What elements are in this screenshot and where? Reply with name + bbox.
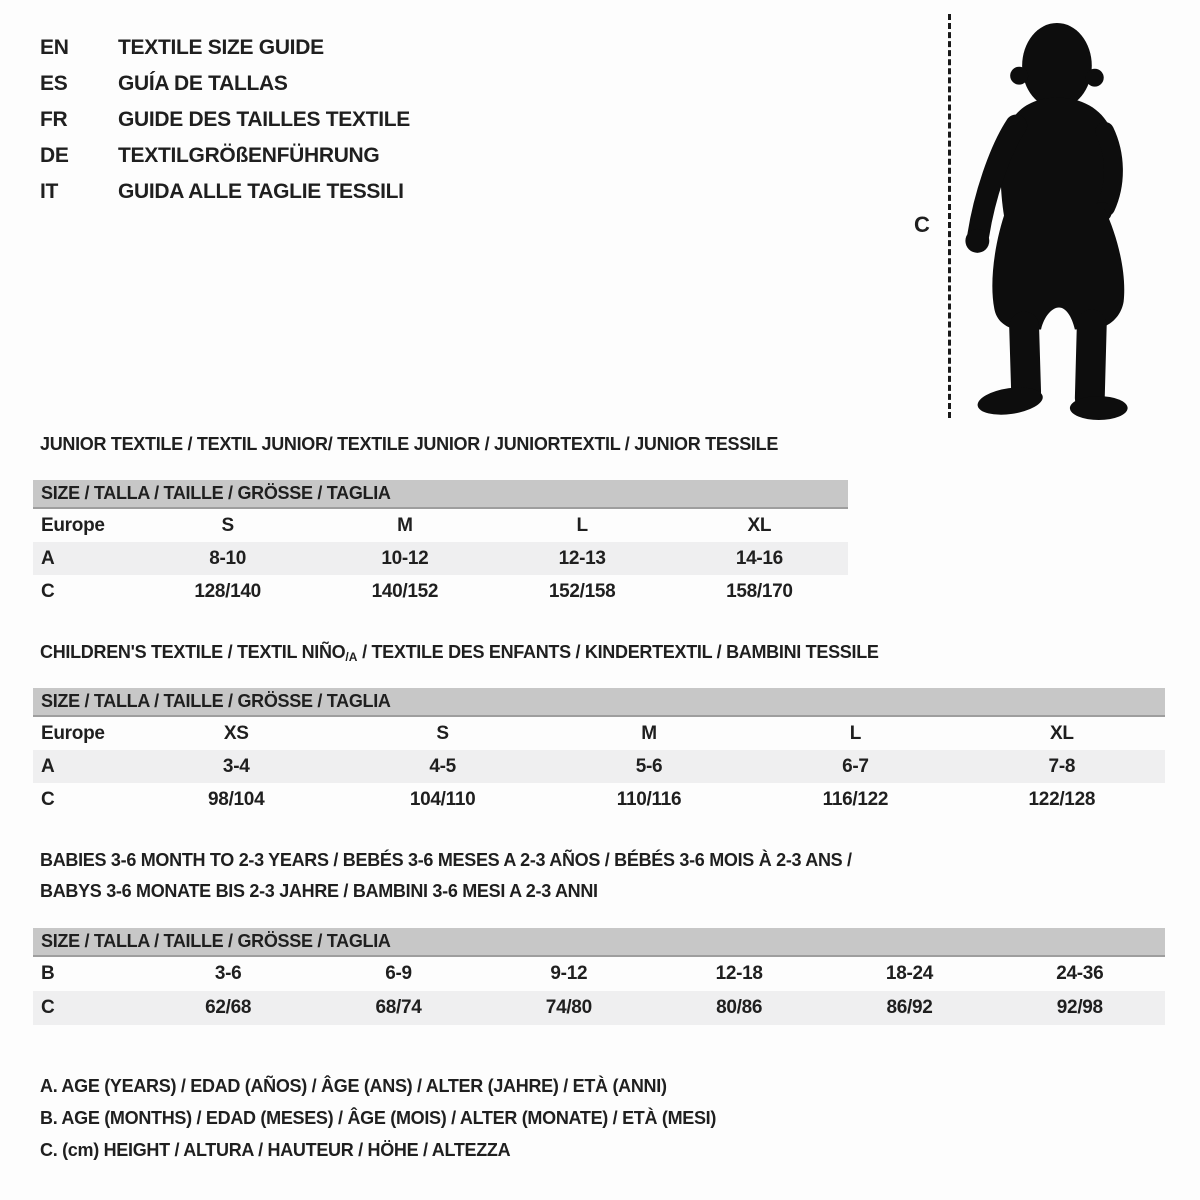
size-column-header: L [576, 514, 588, 536]
height-measure-label: C [914, 212, 930, 237]
age-months-value: 6-9 [385, 963, 412, 984]
age-value: 8-10 [209, 547, 247, 569]
row-label: A [41, 547, 55, 569]
guide-title-es: GUÍA DE TALLAS [118, 72, 288, 95]
section-title-children [40, 642, 879, 663]
age-value: 14-16 [735, 547, 783, 569]
guide-title-fr: GUIDE DES TAILLES TEXTILE [118, 108, 410, 131]
height-value: 116/122 [822, 788, 889, 810]
age-months-value: 24-36 [1056, 963, 1104, 984]
age-value: 5-6 [635, 755, 663, 777]
junior-size-table [33, 480, 848, 608]
guide-title-it: GUIDA ALLE TAGLIE TESSILI [118, 180, 404, 203]
age-value: 4-5 [429, 755, 456, 777]
row-label: Europe [41, 722, 105, 744]
language-row-es [40, 66, 410, 102]
table-row-height-cm [33, 575, 848, 608]
height-value: 62/68 [205, 997, 252, 1018]
table-row-height-cm [33, 991, 1165, 1025]
language-code: DE [40, 144, 69, 167]
height-value: 80/86 [716, 997, 763, 1018]
language-row-fr [40, 102, 410, 138]
section-title-children-pre: CHILDREN'S TEXTILE / TEXTIL NIÑO [40, 642, 346, 662]
age-value: 10-12 [381, 547, 429, 569]
section-title-children-sub: /A [345, 650, 358, 664]
height-value: 74/80 [545, 997, 592, 1018]
section-title-babies-line2: BABYS 3-6 MONATE BIS 2-3 JAHRE / BAMBINI 3-6 MESI A 2-3 ANNI [40, 881, 598, 901]
height-measure-dashed-line [948, 14, 951, 418]
table-row-age-months [33, 957, 1165, 991]
age-months-value: 18-24 [885, 963, 934, 984]
size-header-bar [33, 928, 1165, 957]
age-value: 3-4 [222, 755, 250, 777]
size-header-label: SIZE / TALLA / TAILLE / GRÖSSE / TAGLIA [41, 691, 391, 711]
size-column-header: L [849, 722, 862, 744]
age-months-value: 9-12 [550, 963, 588, 984]
table-row-height-cm [33, 783, 1165, 816]
footnote-b-age-months: B. AGE (MONTHS) / EDAD (MESES) / ÂGE (MOIS) / ALTER (MONATE) / ETÀ (MESI) [40, 1107, 717, 1128]
row-label: A [41, 755, 55, 777]
age-value: 7-8 [1048, 755, 1076, 777]
section-title-babies [40, 845, 852, 907]
row-label: C [41, 580, 55, 602]
size-column-header: S [436, 722, 449, 744]
size-header-bar [33, 688, 1165, 717]
size-column-header: M [641, 722, 657, 744]
size-column-header: XS [223, 722, 249, 744]
row-label: Europe [41, 514, 105, 536]
height-value: 128/140 [194, 580, 261, 602]
table-row-age-years [33, 750, 1165, 783]
language-row-en [40, 30, 410, 66]
row-label: C [41, 788, 55, 810]
children-size-table [33, 688, 1165, 816]
table-row-age-years [33, 542, 848, 575]
legend-footnotes [40, 1070, 716, 1166]
row-label: C [41, 997, 55, 1018]
height-value: 140/152 [371, 580, 439, 602]
language-title-list [40, 30, 410, 210]
height-value: 104/110 [409, 788, 476, 810]
size-header-bar [33, 480, 848, 509]
size-header-label: SIZE / TALLA / TAILLE / GRÖSSE / TAGLIA [41, 931, 391, 951]
babies-size-table [33, 928, 1165, 1025]
language-row-de [40, 138, 410, 174]
age-months-value: 3-6 [214, 963, 242, 984]
age-months-value: 12-18 [715, 963, 763, 984]
size-column-header: S [221, 514, 234, 536]
toddler-silhouette-icon [953, 12, 1143, 420]
height-value: 86/92 [886, 997, 933, 1018]
footnote-c-height-cm: C. (cm) HEIGHT / ALTURA / HAUTEUR / HÖHE / ALTEZZA [40, 1139, 511, 1160]
age-value: 12-13 [558, 547, 606, 569]
height-value: 68/74 [375, 997, 422, 1018]
size-header-label: SIZE / TALLA / TAILLE / GRÖSSE / TAGLIA [41, 483, 391, 503]
size-column-header: XL [747, 514, 772, 536]
table-row-europe [33, 509, 848, 542]
height-value: 98/104 [208, 788, 265, 810]
language-code: FR [40, 108, 68, 131]
guide-title-de: TEXTILGRÖßENFÜHRUNG [118, 144, 380, 167]
row-label: B [41, 963, 55, 984]
size-column-header: M [397, 514, 413, 536]
height-value: 152/158 [548, 580, 616, 602]
section-title-junior: JUNIOR TEXTILE / TEXTIL JUNIOR/ TEXTILE JUNIOR / JUNIORTEXTIL / JUNIOR TESSILE [40, 434, 779, 454]
height-value: 110/116 [616, 788, 682, 810]
height-value: 92/98 [1056, 997, 1103, 1018]
guide-title-en: TEXTILE SIZE GUIDE [118, 36, 324, 59]
height-value: 158/170 [726, 580, 793, 602]
language-code: ES [40, 72, 68, 95]
language-row-it [40, 174, 410, 210]
size-column-header: XL [1049, 722, 1074, 744]
language-code: IT [40, 180, 59, 203]
age-value: 6-7 [842, 755, 869, 777]
section-title-babies-line1: BABIES 3-6 MONTH TO 2-3 YEARS / BEBÉS 3-6 MESES A 2-3 AÑOS / BÉBÉS 3-6 MOIS À 2-3 ANS / [40, 850, 852, 870]
language-code: EN [40, 36, 69, 59]
section-title-children-post: / TEXTILE DES ENFANTS / KINDERTEXTIL / BAMBINI TESSILE [357, 642, 879, 662]
footnote-a-age-years: A. AGE (YEARS) / EDAD (AÑOS) / ÂGE (ANS) / ALTER (JAHRE) / ETÀ (ANNI) [40, 1075, 667, 1096]
height-value: 122/128 [1028, 788, 1096, 810]
table-row-europe [33, 717, 1165, 750]
